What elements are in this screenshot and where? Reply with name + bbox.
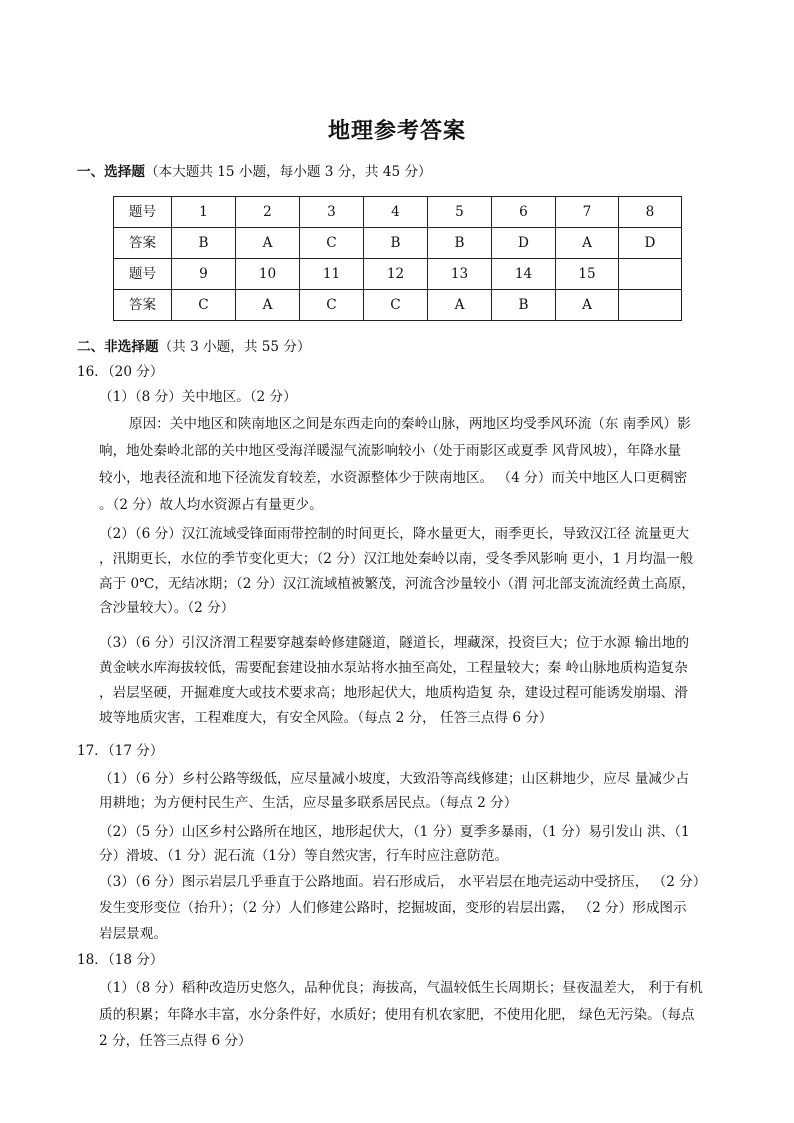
answer-table-cell (619, 290, 682, 321)
answer-table-cell: B (428, 228, 492, 259)
section1-heading-line (77, 162, 432, 182)
q16-line: 含沙量较大）。（2 分） (99, 600, 235, 616)
answer-table-cell: A (556, 228, 619, 259)
q18-line: 质的积累；年降水丰富，水分条件好，水质好；使用有机农家肥，不使用化肥， 绿色无污染。（每点 (99, 1007, 695, 1023)
answer-table-cell: B (172, 228, 236, 259)
answer-table-cell: B (364, 228, 428, 259)
q16-line: 坡等地质灾害，工程难度大，有安全风险。（每点 2 分， 任答三点得 6 分） (99, 710, 553, 726)
q17-line: （3）（6 分）图示岩层几乎垂直于公路地面。岩石形成后， 水平岩层在地壳运动中受挤压， （2 分） (99, 874, 707, 890)
section1-note: （本大题共 15 小题，每小题 3 分，共 45 分） (144, 164, 432, 180)
answer-table-cell (619, 259, 682, 290)
q17-header: 17．（17 分） (77, 743, 164, 759)
q17-line: 发生变形变位（抬升）；（2 分）人们修建公路时，挖掘坡面，变形的岩层出露， （2 分）形成图示 (99, 900, 687, 916)
answer-table-cell: D (619, 228, 682, 259)
q18-line: 2 分，任答三点得 6 分） (99, 1033, 252, 1049)
answer-table-cell: 8 (619, 197, 682, 228)
answer-table-cell: 5 (428, 197, 492, 228)
answer-table-row-label: 答案 (114, 228, 172, 259)
q16-line: 高于 0℃，无结冰期；（2 分）汉江流域植被繁茂，河流含沙量较小（渭 河北部支流流经黄土高原， (99, 576, 696, 592)
q17-line: 分）滑坡、（1 分）泥石流（1分）等自然灾害，行车时应注意防范。 (99, 848, 509, 864)
answer-table-cell: C (300, 290, 364, 321)
answer-table-cell: A (556, 290, 619, 321)
answer-table (113, 196, 682, 321)
answer-table-cell: A (236, 290, 300, 321)
section1-heading: 一、选择题 (77, 164, 145, 180)
q16-line: ，岩层坚硬，开掘难度大或技术要求高；地形起伏大，地质构造复 杂，建设过程可能诱发崩塌、滑 (99, 685, 688, 701)
q16-line: 黄金峡水库海拔较低，需要配套建设抽水泵站将水抽至高处，工程量较大；秦 岭山脉地质构造复杂 (99, 660, 688, 676)
q18-header: 18．（18 分） (77, 952, 164, 968)
section2-note: （共 3 小题，共 55 分） (158, 339, 311, 355)
q16-line: 。（2 分）故人均水资源占有量更少。 (99, 497, 323, 513)
answer-table-row (114, 197, 682, 228)
answer-table-cell: 1 (172, 197, 236, 228)
answer-table-cell: 12 (364, 259, 428, 290)
answer-table-cell: 3 (300, 197, 364, 228)
answer-table-cell: 7 (556, 197, 619, 228)
q17-line: 岩层景观。 (99, 926, 167, 942)
answer-table-cell: 11 (300, 259, 364, 290)
answer-table-row (114, 228, 682, 259)
answer-table-cell: 10 (236, 259, 300, 290)
answer-table-row-label: 题号 (114, 197, 172, 228)
answer-table-cell: 15 (556, 259, 619, 290)
answer-table-cell: C (364, 290, 428, 321)
answer-table-row (114, 259, 682, 290)
q18-line: （1）（8 分）稻种改造历史悠久，品种优良；海拔高，气温较低生长周期长；昼夜温差大， 利于有机 (99, 980, 703, 996)
answer-table-cell: C (172, 290, 236, 321)
answer-table-row (114, 290, 682, 321)
q16-line: （1）（8 分）关中地区。（2 分） (99, 389, 297, 405)
q17-line: （1）（6 分）乡村公路等级低，应尽量减小坡度，大致沿等高线修建；山区耕地少，应尽 量减少占 (99, 771, 690, 787)
answer-table-cell: 9 (172, 259, 236, 290)
q16-line: 原因：关中地区和陕南地区之间是东西走向的秦岭山脉，两地区均受季风环流（东 南季风）影 (129, 416, 691, 432)
q16-line: （3）（6 分）引汉济渭工程要穿越秦岭修建隧道，隧道长，埋藏深，投资巨大；位于水源 输出地的 (99, 635, 690, 651)
answer-table-cell: 4 (364, 197, 428, 228)
section2-heading: 二、非选择题 (77, 339, 159, 355)
answer-table-row-label: 题号 (114, 259, 172, 290)
answer-table-row-label: 答案 (114, 290, 172, 321)
answer-table-cell: A (428, 290, 492, 321)
q16-line: 较小，地表径流和地下径流发育较差，水资源整体少于陕南地区。 （4 分）而关中地区人口更稠密 (99, 470, 688, 486)
q17-line: （2）（5 分）山区乡村公路所在地区，地形起伏大，（1 分）夏季多暴雨，（1 分）易引发山 洪、（1 (99, 824, 690, 840)
answer-table-cell: A (236, 228, 300, 259)
section2-heading-line (77, 337, 311, 357)
answer-table-cell: D (492, 228, 556, 259)
q16-header: 16．（20 分） (77, 364, 164, 380)
answer-table-cell: 6 (492, 197, 556, 228)
answer-table-cell: B (492, 290, 556, 321)
page-title: 地理参考答案 (327, 119, 466, 144)
answer-table-cell: C (300, 228, 364, 259)
q16-line: （2）（6 分）汉江流域受锋面雨带控制的时间更长，降水量更大，雨季更长，导致汉江径 流量更大 (99, 526, 690, 542)
answer-table-cell: 14 (492, 259, 556, 290)
q17-line: 用耕地；为方便村民生产、生活，应尽量多联系居民点。（每点 2 分） (99, 795, 518, 811)
q16-line: 响，地处秦岭北部的关中地区受海洋暖湿气流影响较小（处于雨影区或夏季 风背风坡），年降水量 (99, 443, 682, 459)
q16-line: ，汛期更长，水位的季节变化更大；（2 分）汉江地处秦岭以南，受冬季风影响 更小，1 月均温一般 (99, 551, 694, 567)
answer-table-cell: 13 (428, 259, 492, 290)
answer-table-cell: 2 (236, 197, 300, 228)
